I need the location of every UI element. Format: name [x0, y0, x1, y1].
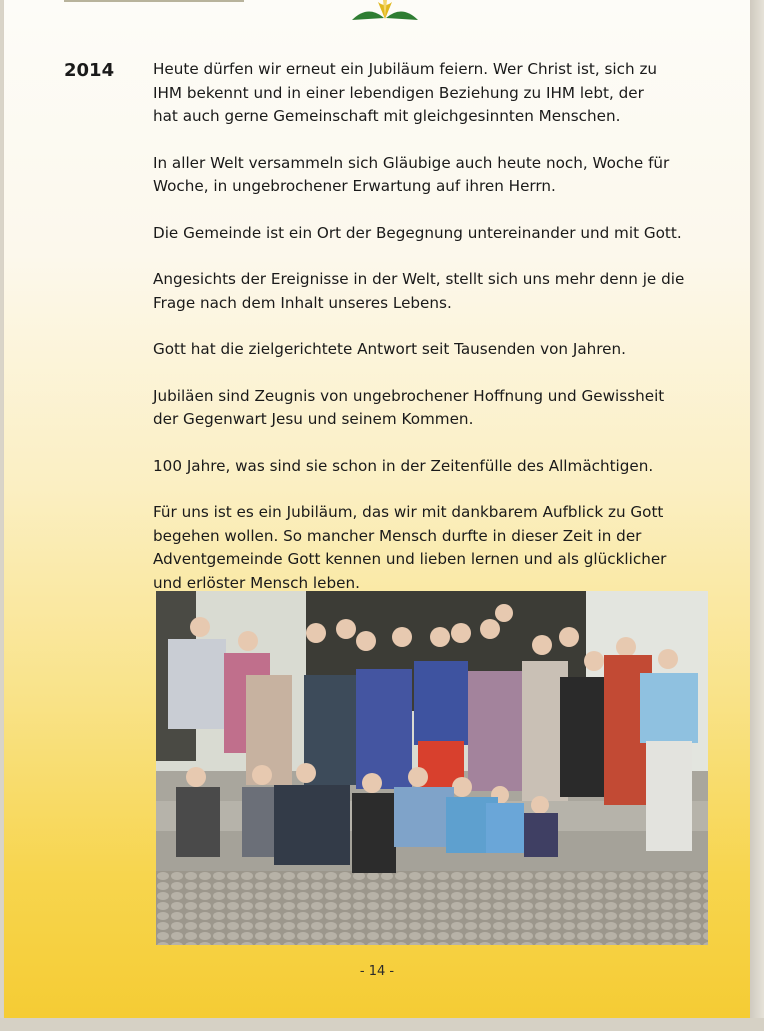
paragraph: In aller Welt versammeln sich Gläubige auch heute noch, Woche für Woche, in ungebrochener Erwartung auf ihren Herrn. — [153, 153, 670, 195]
paragraph: Heute dürfen wir erneut ein Jubiläum feiern. Wer Christ ist, sich zu IHM bekennt und in einer lebendigen Beziehung zu IHM lebt, der hat auch gerne Gemeinschaft mit gleichgesinnten Menschen. — [153, 60, 658, 125]
page-edge-bottom — [0, 1018, 764, 1031]
page-edge — [750, 0, 764, 1031]
paragraph: Die Gemeinde ist ein Ort der Begegnung untereinander und mit Gott. — [153, 223, 682, 242]
page-number: - 14 - — [359, 964, 395, 979]
paragraph: Angesichts der Ereignisse in der Welt, stellt sich uns mehr denn je die Frage nach dem Inhalt unseres Lebens. — [153, 270, 685, 312]
body-text — [153, 58, 733, 618]
group-photo — [156, 591, 708, 945]
paragraph: Jubiläen sind Zeugnis von ungebrochener Hoffnung und Gewissheit der Gegenwart Jesu und seinem Kommen. — [153, 386, 665, 428]
paragraph: Gott hat die zielgerichtete Antwort seit Tausenden von Jahren. — [153, 340, 626, 358]
top-rule — [64, 0, 244, 2]
paragraph: Für uns ist es ein Jubiläum, das wir mit dankbarem Aufblick zu Gott begehen wollen. So mancher Mensch durfte in dieser Zeit in der Adventgemeinde Gott kennen und lieben lernen und als glücklicher und erlöster Mensch leben. — [153, 503, 667, 592]
leaf-logo-icon — [350, 0, 420, 22]
document-page — [4, 0, 750, 1018]
year-heading: 2014 — [64, 60, 115, 81]
paragraph: 100 Jahre, was sind sie schon in der Zeitenfülle des Allmächtigen. — [153, 456, 654, 475]
